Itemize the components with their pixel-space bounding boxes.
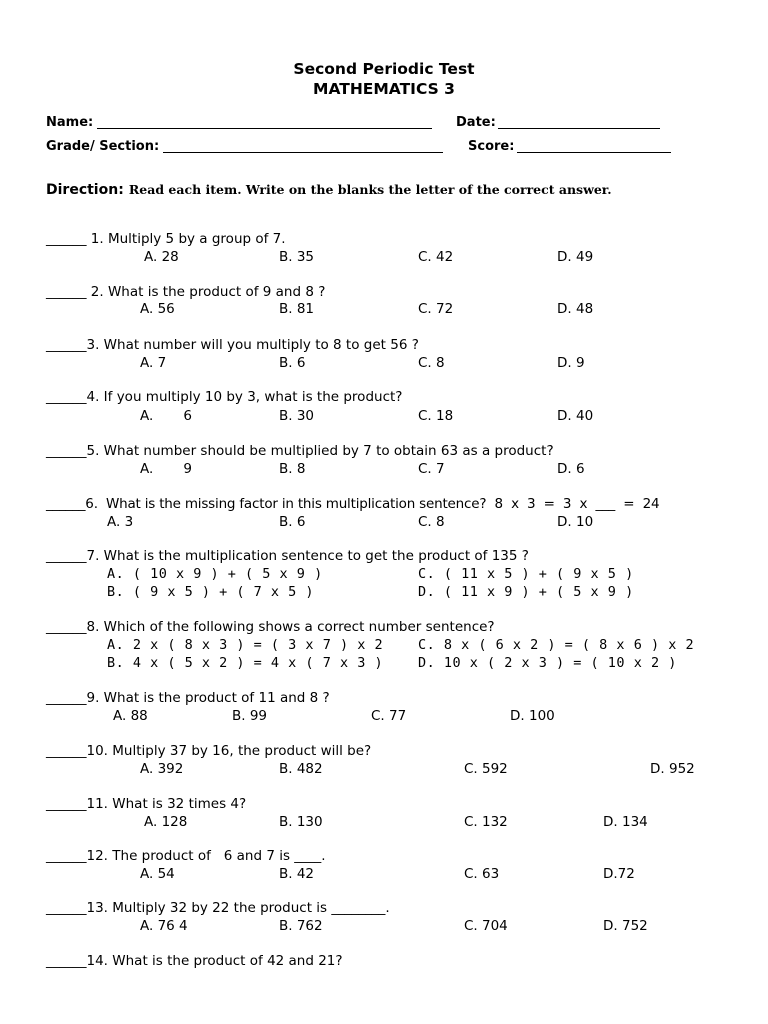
- date-label: Date:: [456, 115, 496, 130]
- q2-option-b: B. 81: [279, 301, 315, 317]
- q7-option-b: B. ( 9 x 5 ) + ( 7 x 5 ): [107, 584, 315, 600]
- q13-option-c: C. 704: [464, 918, 508, 934]
- q3-option-a: A. 7: [140, 355, 167, 371]
- score-blank[interactable]: [517, 152, 671, 153]
- q7-option-d: D. ( 11 x 9 ) + ( 5 x 9 ): [418, 584, 634, 600]
- q9-option-b: B. 99: [232, 708, 268, 724]
- q9-option-c: C. 77: [371, 708, 407, 724]
- q13-option-a: A. 76 4: [140, 918, 188, 934]
- question-1: ______ 1. Multiply 5 by a group of 7.: [46, 231, 286, 247]
- question-2: ______ 2. What is the product of 9 and 8 ?: [46, 284, 326, 300]
- q8-option-a: A. 2 x ( 8 x 3 ) = ( 3 x 7 ) x 2: [107, 637, 384, 653]
- q4-option-c: C. 18: [418, 408, 454, 424]
- question-8: ______8. Which of the following shows a correct number sentence?: [46, 619, 495, 635]
- q12-option-c: C. 63: [464, 866, 500, 882]
- q1-option-b: B. 35: [279, 249, 315, 265]
- date-blank[interactable]: [498, 128, 660, 129]
- q12-option-d: D.72: [603, 866, 635, 882]
- question-12: ______12. The product of 6 and 7 is ____.: [46, 848, 326, 864]
- score-label: Score:: [468, 139, 515, 154]
- q3-option-b: B. 6: [279, 355, 306, 371]
- q13-option-d: D. 752: [603, 918, 648, 934]
- q1-option-c: C. 42: [418, 249, 454, 265]
- q8-option-c: C. 8 x ( 6 x 2 ) = ( 8 x 6 ) x 2: [418, 637, 695, 653]
- q11-option-a: A. 128: [144, 814, 188, 830]
- q8-option-b: B. 4 x ( 5 x 2 ) = 4 x ( 7 x 3 ): [107, 655, 384, 671]
- q1-option-d: D. 49: [557, 249, 594, 265]
- q3-option-d: D. 9: [557, 355, 585, 371]
- q6-option-c: C. 8: [418, 514, 445, 530]
- q10-option-b: B. 482: [279, 761, 323, 777]
- question-7: ______7. What is the multiplication sentence to get the product of 135 ?: [46, 548, 529, 564]
- q13-option-b: B. 762: [279, 918, 323, 934]
- direction: [46, 179, 612, 198]
- q10-option-c: C. 592: [464, 761, 508, 777]
- q1-option-a: A. 28: [144, 249, 179, 265]
- q8-option-d: D. 10 x ( 2 x 3 ) = ( 10 x 2 ): [418, 655, 677, 671]
- q12-option-b: B. 42: [279, 866, 315, 882]
- question-4: ______4. If you multiply 10 by 3, what is the product?: [46, 389, 403, 405]
- question-11: ______11. What is 32 times 4?: [46, 796, 247, 812]
- q11-option-d: D. 134: [603, 814, 648, 830]
- q6-option-a: A. 3: [107, 514, 134, 530]
- page-title: Second Periodic Test: [293, 60, 475, 78]
- grade-section-blank[interactable]: [163, 152, 443, 153]
- page-subtitle: MATHEMATICS 3: [313, 80, 455, 98]
- q6-option-b: B. 6: [279, 514, 306, 530]
- q3-option-c: C. 8: [418, 355, 445, 371]
- q9-option-a: A. 88: [113, 708, 148, 724]
- question-3: ______3. What number will you multiply to 8 to get 56 ?: [46, 337, 419, 353]
- question-13: ______13. Multiply 32 by 22 the product is ________.: [46, 900, 390, 916]
- q9-option-d: D. 100: [510, 708, 555, 724]
- q7-option-c: C. ( 11 x 5 ) + ( 9 x 5 ): [418, 566, 634, 582]
- question-14: ______14. What is the product of 42 and 21?: [46, 953, 343, 969]
- q7-option-a: A. ( 10 x 9 ) + ( 5 x 9 ): [107, 566, 323, 582]
- q12-option-a: A. 54: [140, 866, 175, 882]
- q5-option-d: D. 6: [557, 461, 585, 477]
- q4-option-a: A. 6: [140, 408, 192, 424]
- q11-option-c: C. 132: [464, 814, 508, 830]
- question-10: ______10. Multiply 37 by 16, the product will be?: [46, 743, 372, 759]
- q11-option-b: B. 130: [279, 814, 323, 830]
- name-blank[interactable]: [97, 128, 432, 129]
- direction-label: Direction:: [46, 182, 124, 198]
- grade-section-label: Grade/ Section:: [46, 139, 160, 154]
- q10-option-a: A. 392: [140, 761, 184, 777]
- q2-option-a: A. 56: [140, 301, 175, 317]
- q2-option-c: C. 72: [418, 301, 454, 317]
- q5-option-c: C. 7: [418, 461, 445, 477]
- question-9: ______9. What is the product of 11 and 8 ?: [46, 690, 330, 706]
- q10-option-d: D. 952: [650, 761, 695, 777]
- q5-option-b: B. 8: [279, 461, 306, 477]
- q6-option-d: D. 10: [557, 514, 594, 530]
- question-6: ______6. What is the missing factor in this multiplication sentence? 8 x 3 = 3 x ___ = 24: [46, 496, 660, 512]
- q2-option-d: D. 48: [557, 301, 594, 317]
- direction-text: Read each item. Write on the blanks the letter of the correct answer.: [128, 182, 612, 197]
- q4-option-d: D. 40: [557, 408, 594, 424]
- question-5: ______5. What number should be multiplied by 7 to obtain 63 as a product?: [46, 443, 554, 459]
- q5-option-a: A. 9: [140, 461, 192, 477]
- q4-option-b: B. 30: [279, 408, 315, 424]
- name-label: Name:: [46, 115, 94, 130]
